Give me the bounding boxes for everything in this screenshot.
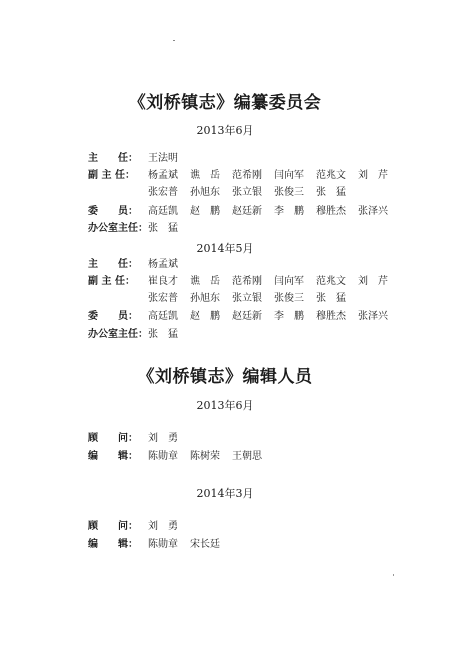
role-label: 编 辑： <box>88 451 138 462</box>
member-name: 张泽兴 <box>358 311 388 322</box>
names-list <box>148 185 358 201</box>
member-name: 范兆文 <box>316 276 346 287</box>
names-list <box>148 221 190 237</box>
member-name: 高廷凯 <box>148 206 178 217</box>
member-name: 张俊三 <box>274 293 304 304</box>
names-list <box>148 449 274 465</box>
member-name: 陈勋章 <box>148 451 178 462</box>
member-name: 谯 岳 <box>190 276 220 287</box>
member-name: 宋长廷 <box>190 539 220 550</box>
member-name: 王法明 <box>148 153 178 164</box>
scan-speck <box>393 574 394 576</box>
member-name: 李 鹏 <box>274 311 304 322</box>
member-name: 孙旭东 <box>190 293 220 304</box>
member-name: 谯 岳 <box>190 170 220 181</box>
member-name: 闫向军 <box>274 170 304 181</box>
member-name: 范希刚 <box>232 276 262 287</box>
member-name: 张 猛 <box>316 293 346 304</box>
member-name: 杨孟斌 <box>148 170 178 181</box>
member-name: 张宏普 <box>148 293 178 304</box>
names-list <box>148 537 232 553</box>
member-name: 高廷凯 <box>148 311 178 322</box>
member-name: 陈勋章 <box>148 539 178 550</box>
member-name: 赵 鹏 <box>190 206 220 217</box>
role-label: 办公室主任： <box>88 329 148 340</box>
member-name: 孙旭东 <box>190 187 220 198</box>
role-label: 顾 问： <box>88 521 138 532</box>
member-name: 范希刚 <box>232 170 262 181</box>
member-name: 穆胜杰 <box>316 206 346 217</box>
member-name: 杨孟斌 <box>148 259 178 270</box>
member-name: 张俊三 <box>274 187 304 198</box>
member-name: 陈树荣 <box>190 451 220 462</box>
role-label: 副 主 任： <box>88 170 135 181</box>
member-name: 赵 鹏 <box>190 311 220 322</box>
role-label: 顾 问： <box>88 433 138 444</box>
member-name: 赵廷新 <box>232 206 262 217</box>
member-name: 刘 勇 <box>148 521 178 532</box>
member-name: 赵廷新 <box>232 311 262 322</box>
member-name: 王朝思 <box>232 451 262 462</box>
names-list <box>148 168 400 184</box>
names-list <box>148 309 400 325</box>
member-name: 张 猛 <box>148 223 178 234</box>
member-name: 张 猛 <box>316 187 346 198</box>
committee-title: 《刘桥镇志》编纂委员会 <box>128 93 322 113</box>
member-name: 张泽兴 <box>358 206 388 217</box>
member-name: 张立银 <box>232 187 262 198</box>
member-name: 张宏普 <box>148 187 178 198</box>
names-list <box>148 327 190 343</box>
names-list <box>148 431 190 447</box>
names-list <box>148 257 190 273</box>
member-name: 张 猛 <box>148 329 178 340</box>
member-name: 刘 勇 <box>148 433 178 444</box>
role-label: 副 主 任： <box>88 276 135 287</box>
member-name: 张立银 <box>232 293 262 304</box>
member-name: 李 鹏 <box>274 206 304 217</box>
names-list <box>148 291 358 307</box>
role-label: 办公室主任： <box>88 223 148 234</box>
role-label: 主 任： <box>88 153 138 164</box>
names-list <box>148 204 400 220</box>
member-name: 范兆文 <box>316 170 346 181</box>
role-label: 委 员： <box>88 206 138 217</box>
member-name: 刘 芹 <box>358 276 388 287</box>
member-name: 刘 芹 <box>358 170 388 181</box>
role-label: 主 任： <box>88 259 138 270</box>
editors-date-2014: 2014年3月 <box>196 487 254 500</box>
role-label: 编 辑： <box>88 539 138 550</box>
member-name: 闫向军 <box>274 276 304 287</box>
role-label: 委 员： <box>88 311 138 322</box>
member-name: 崔良才 <box>148 276 178 287</box>
scan-speck <box>173 40 175 41</box>
names-list <box>148 274 400 290</box>
editors-title: 《刘桥镇志》编辑人员 <box>137 367 313 387</box>
committee-date-2014: 2014年5月 <box>196 242 254 255</box>
names-list <box>148 151 190 167</box>
names-list <box>148 519 190 535</box>
editors-date-2013: 2013年6月 <box>196 399 254 412</box>
committee-date-2013: 2013年6月 <box>196 124 254 137</box>
member-name: 穆胜杰 <box>316 311 346 322</box>
